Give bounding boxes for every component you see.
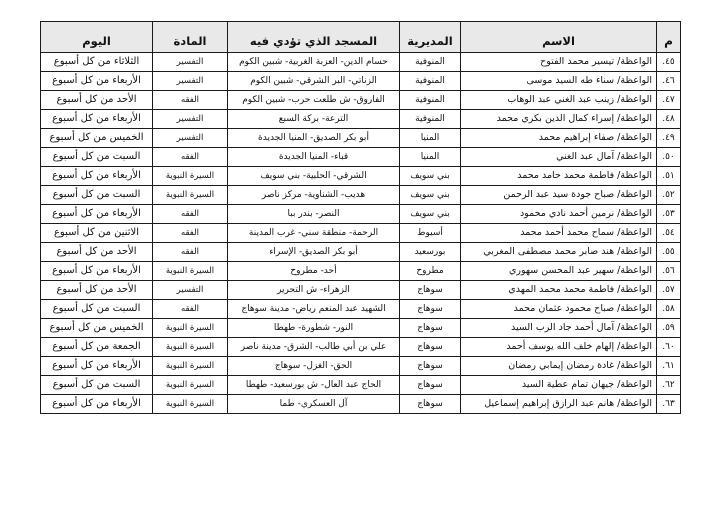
header-subject: المادة xyxy=(153,22,228,53)
header-number: م xyxy=(657,22,681,53)
day-cell: السبت من كل أسبوع xyxy=(41,376,153,395)
preacher-name: الواعظة/ صباح جودة سيد عبد الرحمن xyxy=(461,186,657,205)
preachers-schedule-table xyxy=(40,21,681,414)
governorate-cell: سوهاج xyxy=(400,357,461,376)
table-row xyxy=(41,148,681,167)
mosque-cell: النور- شطورة- طهطا xyxy=(228,319,400,338)
subject-cell: السيرة النبوية xyxy=(153,319,228,338)
table-row xyxy=(41,224,681,243)
governorate-cell: المنوفية xyxy=(400,72,461,91)
subject-cell: الفقه xyxy=(153,91,228,110)
mosque-cell: الشرقي- الحلبية- بني سويف xyxy=(228,167,400,186)
table-row xyxy=(41,262,681,281)
subject-cell: السيرة النبوية xyxy=(153,395,228,414)
row-number: ٥٤. xyxy=(657,224,681,243)
day-cell: السبت من كل أسبوع xyxy=(41,186,153,205)
day-cell: الخميس من كل أسبوع xyxy=(41,129,153,148)
governorate-cell: سوهاج xyxy=(400,376,461,395)
mosque-cell: قباء- المنيا الجديدة xyxy=(228,148,400,167)
governorate-cell: سوهاج xyxy=(400,281,461,300)
row-number: ٤٩. xyxy=(657,129,681,148)
row-number: ٦١. xyxy=(657,357,681,376)
table-row xyxy=(41,167,681,186)
mosque-cell: الزهراء- ش التحرير xyxy=(228,281,400,300)
mosque-cell: الحاج عبد العال- ش بورسعيد- طهطا xyxy=(228,376,400,395)
subject-cell: السيرة النبوية xyxy=(153,376,228,395)
mosque-cell: علي بن أبي طالب- الشرق- مدينة ناصر xyxy=(228,338,400,357)
day-cell: الأربعاء من كل أسبوع xyxy=(41,205,153,224)
row-number: ٤٦. xyxy=(657,72,681,91)
table-row xyxy=(41,110,681,129)
preacher-name: الواعظة/ فاطمة محمد محمد المهدي xyxy=(461,281,657,300)
header-name: الاسم xyxy=(461,22,657,53)
preacher-name: الواعظة/ غادة رمضان إيمابي رمضان xyxy=(461,357,657,376)
table-row xyxy=(41,338,681,357)
preacher-name: الواعظة/ تيسير محمد الفتوح xyxy=(461,53,657,72)
preacher-name: الواعظة/ فاطمة محمد حامد محمد xyxy=(461,167,657,186)
row-number: ٤٨. xyxy=(657,110,681,129)
governorate-cell: المنيا xyxy=(400,148,461,167)
table-row xyxy=(41,376,681,395)
subject-cell: الفقه xyxy=(153,148,228,167)
day-cell: السبت من كل أسبوع xyxy=(41,148,153,167)
row-number: ٥١. xyxy=(657,167,681,186)
table-row xyxy=(41,300,681,319)
table-row xyxy=(41,395,681,414)
subject-cell: السيرة النبوية xyxy=(153,338,228,357)
day-cell: الأربعاء من كل أسبوع xyxy=(41,72,153,91)
table-row xyxy=(41,357,681,376)
table-row xyxy=(41,319,681,338)
mosque-cell: النصر- بندر ببا xyxy=(228,205,400,224)
subject-cell: الفقه xyxy=(153,243,228,262)
subject-cell: السيرة النبوية xyxy=(153,186,228,205)
day-cell: الأربعاء من كل أسبوع xyxy=(41,357,153,376)
preacher-name: الواعظة/ صباح محمود عثمان محمد xyxy=(461,300,657,319)
day-cell: الأربعاء من كل أسبوع xyxy=(41,110,153,129)
governorate-cell: أسيوط xyxy=(400,224,461,243)
preacher-name: الواعظة/ نرمين أحمد نادي محمود xyxy=(461,205,657,224)
preacher-name: الواعظة/ آمال أحمد جاد الرب السيد xyxy=(461,319,657,338)
row-number: ٤٥. xyxy=(657,53,681,72)
day-cell: الثلاثاء من كل أسبوع xyxy=(41,53,153,72)
row-number: ٥٩. xyxy=(657,319,681,338)
header-day: اليوم xyxy=(41,22,153,53)
governorate-cell: المنوفية xyxy=(400,53,461,72)
mosque-cell: الشهيد عبد المنعم رياض- مدينة سوهاج xyxy=(228,300,400,319)
day-cell: الخميس من كل أسبوع xyxy=(41,319,153,338)
governorate-cell: المنيا xyxy=(400,129,461,148)
preacher-name: الواعظة/ سناء طه السيد موسى xyxy=(461,72,657,91)
mosque-cell: آل العسكري- طما xyxy=(228,395,400,414)
table-row xyxy=(41,72,681,91)
preacher-name: الواعظة/ إسراء كمال الدين بكري محمد xyxy=(461,110,657,129)
row-number: ٥٣. xyxy=(657,205,681,224)
row-number: ٥٧. xyxy=(657,281,681,300)
row-number: ٦٣. xyxy=(657,395,681,414)
governorate-cell: سوهاج xyxy=(400,338,461,357)
day-cell: الأربعاء من كل أسبوع xyxy=(41,167,153,186)
subject-cell: الفقه xyxy=(153,300,228,319)
day-cell: الأحد من كل أسبوع xyxy=(41,281,153,300)
mosque-cell: أبو بكر الصديق- المنيا الجديدة xyxy=(228,129,400,148)
mosque-cell: هديب- الشناوية- مركز ناصر xyxy=(228,186,400,205)
preacher-name: الواعظة/ إلهام خلف الله يوسف أحمد xyxy=(461,338,657,357)
day-cell: الاثنين من كل أسبوع xyxy=(41,224,153,243)
row-number: ٥٠. xyxy=(657,148,681,167)
preacher-name: الواعظة/ هند صابر محمد مصطفى المغربي xyxy=(461,243,657,262)
table-row xyxy=(41,243,681,262)
row-number: ٥٥. xyxy=(657,243,681,262)
subject-cell: التفسير xyxy=(153,53,228,72)
table-header-row xyxy=(41,22,681,53)
mosque-cell: الزناتي- البر الشرقي- شبين الكوم xyxy=(228,72,400,91)
day-cell: الأربعاء من كل أسبوع xyxy=(41,262,153,281)
governorate-cell: المنوفية xyxy=(400,91,461,110)
governorate-cell: سوهاج xyxy=(400,300,461,319)
mosque-cell: أحد- مطروح xyxy=(228,262,400,281)
subject-cell: السيرة النبوية xyxy=(153,262,228,281)
subject-cell: التفسير xyxy=(153,281,228,300)
row-number: ٥٦. xyxy=(657,262,681,281)
subject-cell: السيرة النبوية xyxy=(153,167,228,186)
preacher-name: الواعظة/ صفاء إبراهيم محمد xyxy=(461,129,657,148)
table-body xyxy=(41,53,681,414)
subject-cell: التفسير xyxy=(153,110,228,129)
header-mosque: المسجد الذي تؤدي فيه xyxy=(228,22,400,53)
mosque-cell: الترعة- بركة السبع xyxy=(228,110,400,129)
mosque-cell: الحق- الغزل- سوهاج xyxy=(228,357,400,376)
mosque-cell: الفاروق- ش طلعت حرب- شبين الكوم xyxy=(228,91,400,110)
day-cell: الأحد من كل أسبوع xyxy=(41,243,153,262)
day-cell: السبت من كل أسبوع xyxy=(41,300,153,319)
subject-cell: الفقه xyxy=(153,205,228,224)
day-cell: الجمعة من كل أسبوع xyxy=(41,338,153,357)
preacher-name: الواعظة/ هانم عبد الرازق إبراهيم إسماعيل xyxy=(461,395,657,414)
governorate-cell: سوهاج xyxy=(400,395,461,414)
table-row xyxy=(41,186,681,205)
preacher-name: الواعظة/ سهير عبد المحسن سهوري xyxy=(461,262,657,281)
preacher-name: الواعظة/ زينب عبد الغني عبد الوهاب xyxy=(461,91,657,110)
governorate-cell: بني سويف xyxy=(400,205,461,224)
day-cell: الأحد من كل أسبوع xyxy=(41,91,153,110)
row-number: ٤٧. xyxy=(657,91,681,110)
table-row xyxy=(41,53,681,72)
preacher-name: الواعظة/ جيهان تمام عطية السيد xyxy=(461,376,657,395)
row-number: ٥٨. xyxy=(657,300,681,319)
subject-cell: التفسير xyxy=(153,72,228,91)
header-governorate: المديرية xyxy=(400,22,461,53)
preacher-name: الواعظة/ سماح محمد أحمد محمد xyxy=(461,224,657,243)
governorate-cell: المنوفية xyxy=(400,110,461,129)
row-number: ٦٠. xyxy=(657,338,681,357)
subject-cell: التفسير xyxy=(153,129,228,148)
preacher-name: الواعظة/ آمال عبد الغني xyxy=(461,148,657,167)
table-row xyxy=(41,91,681,110)
table-row xyxy=(41,205,681,224)
mosque-cell: أبو بكر الصديق- الإسراء xyxy=(228,243,400,262)
subject-cell: الفقه xyxy=(153,224,228,243)
mosque-cell: الرحمة- منطقة سني- غرب المدينة xyxy=(228,224,400,243)
table-row xyxy=(41,281,681,300)
governorate-cell: بني سويف xyxy=(400,167,461,186)
governorate-cell: بني سويف xyxy=(400,186,461,205)
governorate-cell: بورسعيد xyxy=(400,243,461,262)
table-row xyxy=(41,129,681,148)
day-cell: الأربعاء من كل أسبوع xyxy=(41,395,153,414)
subject-cell: السيرة النبوية xyxy=(153,357,228,376)
governorate-cell: سوهاج xyxy=(400,319,461,338)
governorate-cell: مطروح xyxy=(400,262,461,281)
row-number: ٥٢. xyxy=(657,186,681,205)
mosque-cell: حسام الدين- العزبة الغربية- شبين الكوم xyxy=(228,53,400,72)
row-number: ٦٢. xyxy=(657,376,681,395)
